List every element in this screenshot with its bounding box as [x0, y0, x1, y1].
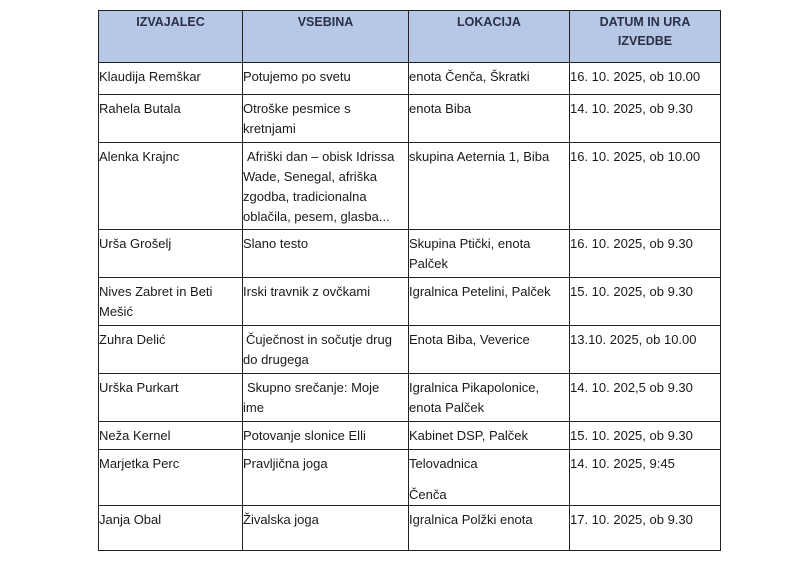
cell-datum: 15. 10. 2025, ob 9.30 — [570, 278, 721, 326]
header-vsebina: VSEBINA — [243, 11, 409, 63]
cell-vsebina: Skupno srečanje: Moje ime — [243, 374, 409, 422]
cell-datum: 16. 10. 2025, ob 9.30 — [570, 230, 721, 278]
header-datum: DATUM IN URA IZVEDBE — [570, 11, 721, 63]
cell-izvajalec: Janja Obal — [99, 506, 243, 551]
cell-vsebina: Otroške pesmice s kretnjami — [243, 95, 409, 143]
table-row — [99, 278, 721, 326]
cell-lokacija: Igralnica Pikapolonice, enota Palček — [409, 374, 570, 422]
table-row — [99, 422, 721, 450]
table-row — [99, 63, 721, 95]
cell-lokacija: Igralnica Polžki enota — [409, 506, 570, 551]
table-row — [99, 450, 721, 506]
cell-lokacija: Skupina Ptički, enota Palček — [409, 230, 570, 278]
cell-vsebina: Potujemo po svetu — [243, 63, 409, 95]
cell-izvajalec: Klaudija Remškar — [99, 63, 243, 95]
cell-datum: 14. 10. 2025, ob 9.30 — [570, 95, 721, 143]
cell-lokacija: Igralnica Petelini, Palček — [409, 278, 570, 326]
cell-lokacija: Telovadnica Čenča — [409, 450, 570, 506]
table-row — [99, 95, 721, 143]
cell-vsebina: Čuječnost in sočutje drug do drugega — [243, 326, 409, 374]
cell-datum: 16. 10. 2025, ob 10.00 — [570, 63, 721, 95]
schedule-table — [98, 10, 721, 551]
cell-datum: 15. 10. 2025, ob 9.30 — [570, 422, 721, 450]
cell-datum: 14. 10. 2025, 9:45 — [570, 450, 721, 506]
table-row — [99, 326, 721, 374]
cell-izvajalec: Rahela Butala — [99, 95, 243, 143]
table-row — [99, 506, 721, 551]
cell-vsebina: Potovanje slonice Elli — [243, 422, 409, 450]
cell-izvajalec: Marjetka Perc — [99, 450, 243, 506]
table-row — [99, 143, 721, 230]
cell-lokacija: skupina Aeternia 1, Biba — [409, 143, 570, 230]
cell-datum: 17. 10. 2025, ob 9.30 — [570, 506, 721, 551]
cell-datum: 13.10. 2025, ob 10.00 — [570, 326, 721, 374]
cell-datum: 14. 10. 202,5 ob 9.30 — [570, 374, 721, 422]
cell-lokacija: enota Čenča, Škratki — [409, 63, 570, 95]
cell-vsebina: Slano testo — [243, 230, 409, 278]
cell-lokacija: Enota Biba, Veverice — [409, 326, 570, 374]
table-row — [99, 374, 721, 422]
cell-vsebina: Živalska joga — [243, 506, 409, 551]
header-izvajalec: IZVAJALEC — [99, 11, 243, 63]
table-row — [99, 230, 721, 278]
cell-vsebina: Afriški dan – obisk Idrissa Wade, Senegal, afriška zgodba, tradicionalna oblačila, pesem, glasba... — [243, 143, 409, 230]
cell-lokacija: Kabinet DSP, Palček — [409, 422, 570, 450]
cell-izvajalec: Urša Grošelj — [99, 230, 243, 278]
cell-datum: 16. 10. 2025, ob 10.00 — [570, 143, 721, 230]
table-header-row — [99, 11, 721, 63]
cell-izvajalec: Neža Kernel — [99, 422, 243, 450]
cell-izvajalec: Urška Purkart — [99, 374, 243, 422]
cell-izvajalec: Zuhra Delić — [99, 326, 243, 374]
cell-vsebina: Irski travnik z ovčkami — [243, 278, 409, 326]
cell-vsebina: Pravljična joga — [243, 450, 409, 506]
cell-lokacija: enota Biba — [409, 95, 570, 143]
header-lokacija: LOKACIJA — [409, 11, 570, 63]
cell-izvajalec: Nives Zabret in Beti Mešić — [99, 278, 243, 326]
cell-izvajalec: Alenka Krajnc — [99, 143, 243, 230]
